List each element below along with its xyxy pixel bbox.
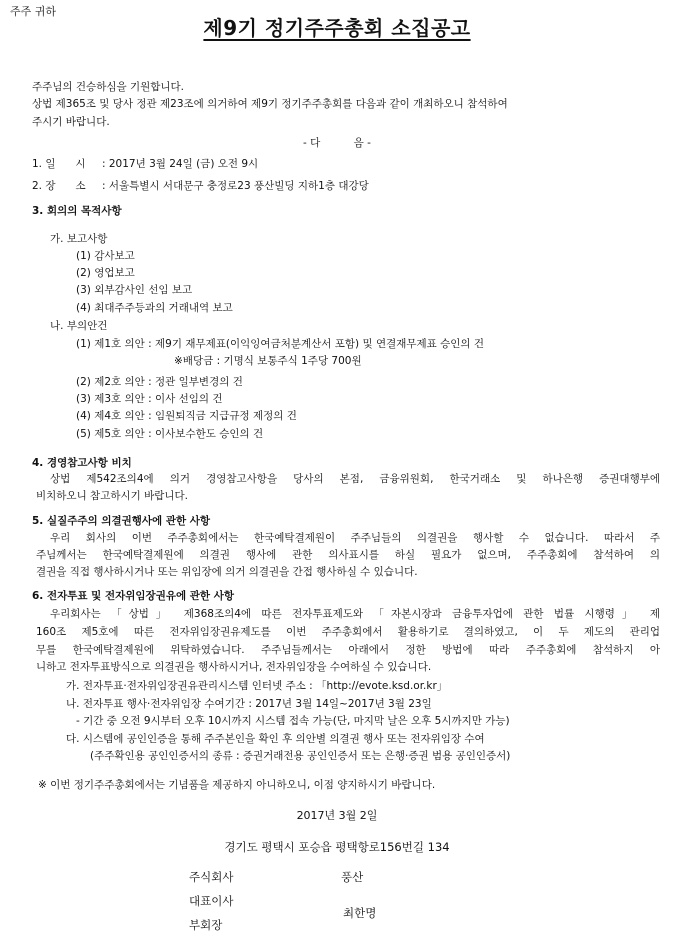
representative-name: 최한명 — [343, 906, 377, 920]
schedule-value: : 2017년 3월 24일 (금) 오전 9시 — [102, 158, 259, 170]
notice-title: 제9기 정기주주총회 소집공고 — [203, 16, 471, 40]
section-4-body-line: 비치하오니 참고하시기 바랍니다. — [36, 490, 189, 502]
representative-subtitle: 부회장 — [189, 918, 223, 932]
agenda-item: (4) 제4호 의안 : 임원퇴직금 지급규정 제정의 건 — [76, 410, 297, 422]
venue-value: : 서울특별시 서대문구 충정로23 풍산빌딩 지하1층 대강당 — [102, 180, 369, 192]
company-name: 풍산 — [341, 870, 364, 884]
evote-auth-line: 다. 시스템에 공인인증을 통해 주주본인을 확인 후 의안별 의결권 행사 또는 전자위임장 수여 — [66, 733, 485, 745]
section-5-body-line: 우리 회사의 이번 주주총회에서는 한국예탁결제원이 주주님들의 의결권을 행사할 수 없습니다. 따라서 주 — [50, 532, 660, 544]
schedule-label: 1. 일 시 — [32, 158, 86, 170]
section-5-heading: 5. 실질주주의 의결권행사에 관한 사항 — [32, 515, 211, 527]
report-item: (1) 감사보고 — [76, 250, 135, 262]
company-address: 경기도 평택시 포승읍 평택항로156번길 134 — [224, 840, 450, 854]
report-item: (4) 최대주주등과의 거래내역 보고 — [76, 302, 233, 314]
section-6-body-line: 무를 한국예탁결제원에 위탁하였습니다. 주주님들께서는 아래에서 정한 방법에 따라 주주총회에 참석하지 아 — [36, 644, 660, 656]
intro-line-2: 주시기 바랍니다. — [32, 116, 110, 128]
section-6-body-line: 니하고 전자투표방식으로 의결권을 행사하시거나, 전자위임장을 수여하실 수 있습니다. — [36, 661, 432, 673]
evote-address-line: 가. 전자투표·전자위임장권유관리시스템 인터넷 주소 : 「http://evote.ksd.or.kr」 — [66, 680, 448, 692]
section-6-body-line: 160조 제5호에 따른 전자위임장권유제도를 이번 주주총회에서 활용하기로 결의하였고, 이 두 제도의 관리업 — [36, 626, 660, 638]
representative-title: 대표이사 — [189, 894, 234, 908]
agenda-item: (1) 제1호 의안 : 제9기 재무제표(이익잉여금처분계산서 포함) 및 연결재무제표 승인의 건 — [76, 338, 485, 350]
agenda-item: (2) 제2호 의안 : 정관 일부변경의 건 — [76, 376, 243, 388]
section-4-body-line: 상법 제542조의4에 의거 경영참고사항을 당사의 본점, 금융위원회, 한국거래소 및 하나은행 증권대행부에 — [50, 473, 660, 485]
venue-label: 2. 장 소 — [32, 180, 86, 192]
report-item: (3) 외부감사인 선임 보고 — [76, 284, 193, 296]
gift-note: ※ 이번 정기주주총회에서는 기념품을 제공하지 아니하오니, 이점 양지하시기 바랍니다. — [38, 779, 436, 791]
section-6-heading: 6. 전자투표 및 전자위임장권유에 관한 사항 — [32, 590, 235, 602]
dividend-note: ※배당금 : 기명식 보통주식 1주당 700원 — [174, 355, 362, 367]
recipient-line: 주주 귀하 — [10, 5, 57, 18]
intro-line-1: 상법 제365조 및 당사 정관 제23조에 의거하여 제9기 정기주주총회를 다음과 같이 개최하오니 참석하여 — [32, 98, 508, 110]
company-type-label: 주식회사 — [189, 870, 234, 884]
evote-hours-line: - 기간 중 오전 9시부터 오후 10시까지 시스템 접속 가능(단, 마지막 날은 오후 5시까지만 가능) — [76, 715, 510, 727]
greeting-line: 주주님의 건승하심을 기원합니다. — [32, 81, 185, 93]
da-eum-divider: - 다 음 - — [303, 137, 371, 149]
section-4-heading: 4. 경영참고사항 비치 — [32, 457, 132, 469]
section-3-heading: 3. 회의의 목적사항 — [32, 205, 122, 217]
evote-period-line: 나. 전자투표 행사·전자위임장 수여기간 : 2017년 3월 14일~2017년 3월 23일 — [66, 698, 432, 710]
section-6-body-line: 우리회사는 「상법」 제368조의4에 따른 전자투표제도와 「자본시장과 금융투자업에 관한 법률 시행령」 제 — [50, 608, 660, 620]
agenda-item: (3) 제3호 의안 : 이사 선임의 건 — [76, 393, 223, 405]
section-5-body-line: 주님께서는 한국예탁결제원에 의결권 행사에 관한 의사표시를 하실 필요가 없으며, 주주총회에 참석하여 의 — [36, 549, 660, 561]
report-items-heading: 가. 보고사항 — [50, 233, 108, 245]
agenda-items-heading: 나. 부의안건 — [50, 320, 108, 332]
notice-date: 2017년 3월 2일 — [296, 809, 378, 822]
agenda-item: (5) 제5호 의안 : 이사보수한도 승인의 건 — [76, 428, 264, 440]
report-item: (2) 영업보고 — [76, 267, 135, 279]
section-5-body-line: 결권을 직접 행사하시거나 또는 위임장에 의거 의결권을 간접 행사하실 수 있습니다. — [36, 566, 418, 578]
evote-cert-line: (주주확인용 공인인증서의 종류 : 증권거래전용 공인인증서 또는 은행·증권 범용 공인인증서) — [90, 750, 511, 762]
